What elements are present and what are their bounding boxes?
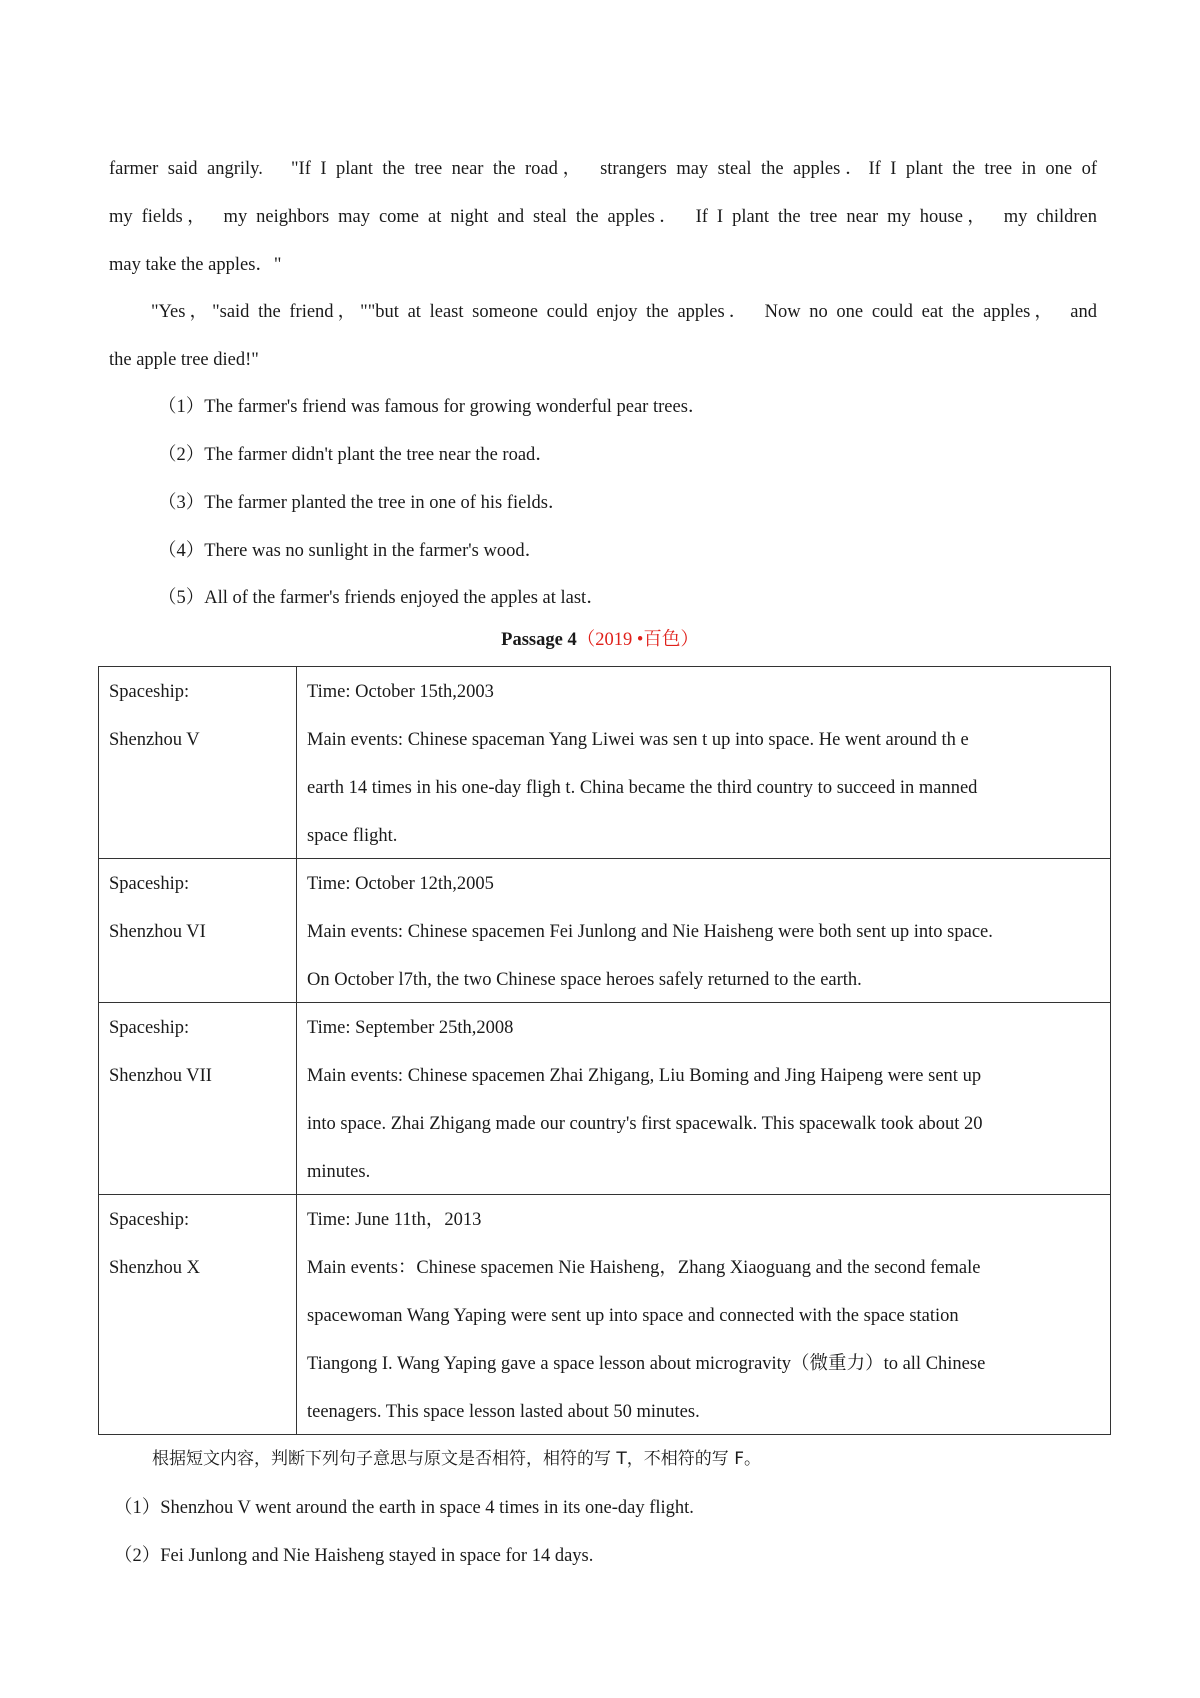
spaceship-cell: [99, 667, 297, 859]
passage-title-text: Passage 4: [501, 630, 577, 650]
event-line: Main events: Chinese spacemen Zhai Zhigang, Liu Boming and Jing Haipeng were sent up: [307, 1066, 982, 1086]
event-line: Main events: Chinese spaceman Yang Liwei was sen t up into space. He went around th e: [307, 730, 969, 750]
event-line: earth 14 times in his one-day fligh t. China became the third country to succeed in manned: [307, 778, 978, 798]
passage-title: [0, 631, 1200, 650]
statement-5: （5）All of the farmer's friends enjoyed the apples at last．: [158, 588, 605, 608]
event-line: On October l7th, the two Chinese space heroes safely returned to the earth.: [307, 970, 862, 990]
question-2: （2）Fei Junlong and Nie Haisheng stayed in space for 14 days.: [114, 1546, 594, 1566]
statement-4: （4）There was no sunlight in the farmer's wood．: [158, 541, 544, 561]
question-1: （1）Shenzhou V went around the earth in space 4 times in its one-day flight.: [114, 1498, 694, 1518]
event-cell: [297, 859, 1111, 1003]
table-row: [99, 859, 1111, 1003]
event-line: into space. Zhai Zhigang made our country's first spacewalk. This spacewalk took about 20: [307, 1114, 983, 1134]
event-cell: [297, 1003, 1111, 1195]
story-line-3: may take the apples．": [109, 255, 282, 275]
passage-source: （2019 •百色）: [576, 630, 699, 650]
event-line: Tiangong I. Wang Yaping gave a space lesson about microgravity（微重力）to all Chinese: [307, 1354, 986, 1374]
statement-2: （2）The farmer didn't plant the tree near the road．: [158, 445, 554, 465]
event-line: spacewoman Wang Yaping were sent up into space and connected with the space station: [307, 1306, 959, 1326]
spaceship-label: Spaceship:: [109, 874, 190, 894]
event-line: Main events：Chinese spacemen Nie Haisheng，Zhang Xiaoguang and the second female: [307, 1258, 981, 1278]
story-line-5: the apple tree died!": [109, 350, 259, 370]
event-time: Time: September 25th,2008: [307, 1018, 514, 1038]
spaceship-cell: [99, 859, 297, 1003]
spaceship-label: Spaceship:: [109, 1018, 190, 1038]
spaceship-table: [98, 666, 1111, 1435]
spaceship-cell: [99, 1003, 297, 1195]
statement-3: （3）The farmer planted the tree in one of his fields．: [158, 493, 567, 513]
event-time: Time: October 12th,2005: [307, 874, 494, 894]
event-line: teenagers. This space lesson lasted about 50 minutes.: [307, 1402, 700, 1422]
instruction-text: 根据短文内容，判断下列句子意思与原文是否相符，相符的写 T，不相符的写 F。: [152, 1449, 761, 1469]
event-cell: [297, 1195, 1111, 1435]
story-line-2: my fields， my neighbors may come at night and steal the apples． If I plant the tree near my house， my children: [109, 207, 1097, 227]
event-time: Time: June 11th，2013: [307, 1210, 482, 1230]
spaceship-cell: [99, 1195, 297, 1435]
event-time: Time: October 15th,2003: [307, 682, 494, 702]
spaceship-name: Shenzhou X: [109, 1258, 200, 1278]
story-line-4: "Yes，"said the friend，""but at least someone could enjoy the apples． Now no one could eat the apples， and: [151, 302, 1097, 322]
table-row: [99, 667, 1111, 859]
event-line: Main events: Chinese spacemen Fei Junlong and Nie Haisheng were both sent up into space.: [307, 922, 993, 942]
spaceship-name: Shenzhou V: [109, 730, 200, 750]
story-line-1: farmer said angrily. "If I plant the tree near the road， strangers may steal the apples．If I plant the tree in one of: [109, 159, 1097, 179]
spaceship-label: Spaceship:: [109, 1210, 190, 1230]
event-cell: [297, 667, 1111, 859]
statement-1: （1）The farmer's friend was famous for growing wonderful pear trees．: [158, 397, 707, 417]
spaceship-name: Shenzhou VII: [109, 1066, 212, 1086]
spaceship-label: Spaceship:: [109, 682, 190, 702]
table-row: [99, 1003, 1111, 1195]
table-row: [99, 1195, 1111, 1435]
event-line: minutes.: [307, 1162, 371, 1182]
event-line: space flight.: [307, 826, 398, 846]
spaceship-name: Shenzhou VI: [109, 922, 206, 942]
